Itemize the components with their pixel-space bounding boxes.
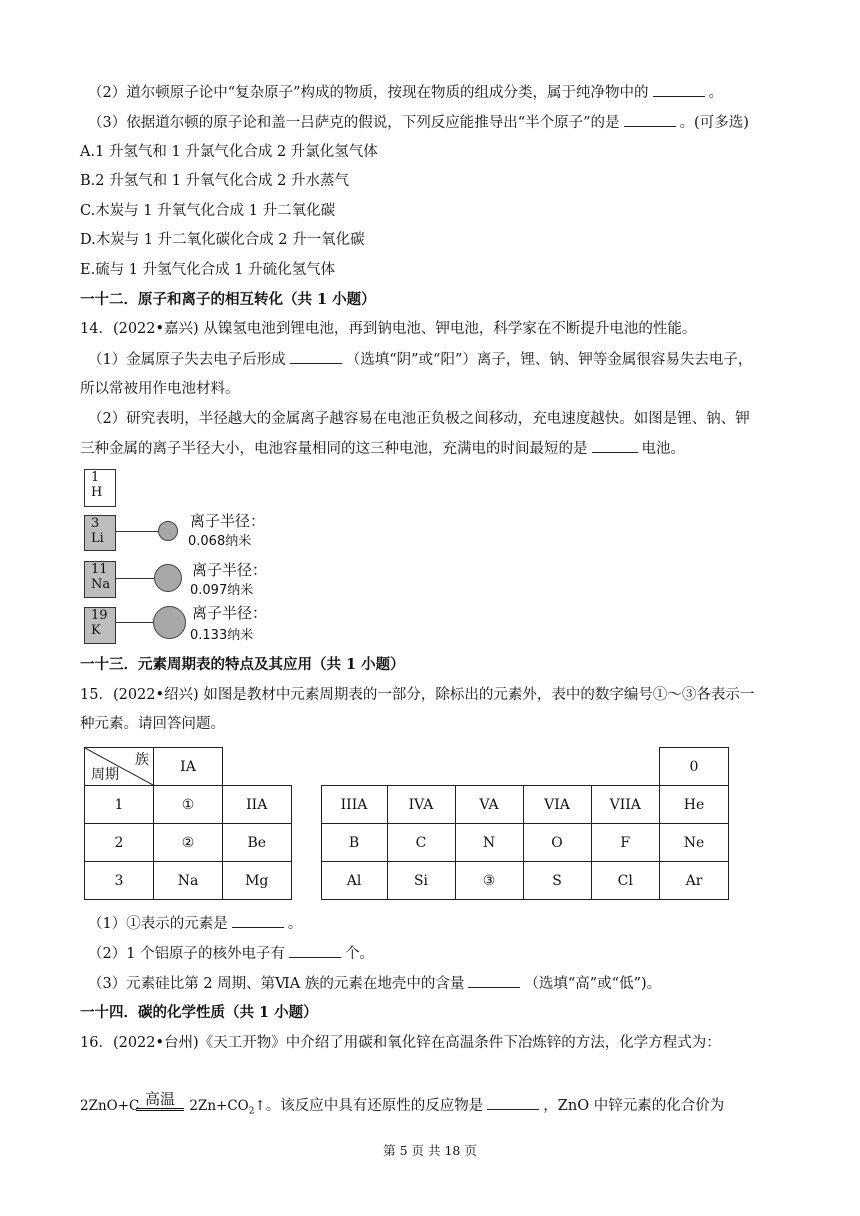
option-c: C.木炭与 1 升氧气化合成 1 升二氧化碳 <box>80 203 336 219</box>
answer-blank[interactable] <box>487 1095 539 1110</box>
connector-line <box>116 578 154 579</box>
element-symbol: Na <box>91 577 111 592</box>
corner-cell <box>85 748 154 786</box>
q14-part1-text: （1）金属原子失去电子后形成 <box>88 352 286 368</box>
table-header-row <box>85 748 729 786</box>
table-cell: Ar <box>660 862 729 900</box>
q16-text: 。该反应中具有还原性的反应物是 <box>265 1098 484 1114</box>
q13-part3-end: 。(可多选) <box>679 115 749 131</box>
answer-blank[interactable] <box>468 973 520 988</box>
table-cell: Be <box>223 824 292 862</box>
page-footer: 第 5 页 共 18 页 <box>383 1143 477 1158</box>
q15-stem-cont: 种元素。请回答问题。 <box>80 716 225 732</box>
table-cell: IIIA <box>321 786 387 824</box>
table-cell: Na <box>154 862 223 900</box>
q14-part2: （2）研究表明，半径越大的金属离子越容易在电池正负极之间移动，充电速度越快。如图是锂、钠、钾 <box>88 411 750 427</box>
table-row <box>85 824 729 862</box>
q14-part2-text: 三种金属的离子半径大小，电池容量相同的这三种电池，充满电的时间最短的是 <box>80 441 588 457</box>
table-cell: C <box>387 824 455 862</box>
table-cell: N <box>455 824 523 862</box>
table-cell: S <box>523 862 591 900</box>
empty-cell <box>291 862 321 900</box>
connector-line <box>116 622 153 623</box>
q15-part1-end: 。 <box>287 916 303 932</box>
connector-line <box>116 531 158 532</box>
q13-part3-text: （3）依据道尔顿的原子论和盖一吕萨克的假说，下列反应能推导出“半个原子”的是 <box>88 115 620 131</box>
table-cell: Si <box>387 862 455 900</box>
element-symbol: H <box>91 485 103 500</box>
ion-radius-label: 离子半径： <box>190 512 266 530</box>
chemical-equation <box>80 1094 724 1117</box>
element-number: 1 <box>91 470 100 485</box>
q16-text-cont: ，ZnO 中锌元素的化合价为 <box>543 1098 725 1114</box>
empty-cell <box>291 824 321 862</box>
section-heading-12: 一十二．原子和离子的相互转化（共 1 小题） <box>80 291 376 308</box>
q14-part2-end: 电池。 <box>641 441 685 457</box>
periodic-table <box>84 747 729 900</box>
table-row <box>85 786 729 824</box>
period-cell: 3 <box>85 862 154 900</box>
option-d: D.木炭与 1 升二氧化碳化合成 2 升一氧化碳 <box>80 232 365 248</box>
empty-cell <box>321 748 387 786</box>
period-cell: 2 <box>85 824 154 862</box>
q15-part3-text: （3）元素硅比第 2 周期、第ⅥA 族的元素在地壳中的含量 <box>88 976 465 992</box>
table-cell: Mg <box>223 862 292 900</box>
na-ion-circle <box>154 564 182 592</box>
table-cell: ① <box>154 786 223 824</box>
table-cell: Ne <box>660 824 729 862</box>
k-radius-value: 0.133纳米 <box>190 628 254 643</box>
section-heading-14: 一十四．碳的化学性质（共 1 小题） <box>80 1004 318 1021</box>
q13-part3 <box>88 112 749 133</box>
q13-part2-text: （2）道尔顿原子论中“复杂原子”构成的物质，按现在物质的组成分类，属于纯净物中的 <box>88 85 649 101</box>
empty-cell <box>223 748 292 786</box>
q13-part2-end: 。 <box>708 85 724 101</box>
table-cell: Al <box>321 862 387 900</box>
q15-part2-end: 个。 <box>345 946 375 962</box>
empty-cell <box>291 786 321 824</box>
element-symbol: Li <box>91 531 104 546</box>
answer-blank[interactable] <box>592 438 638 453</box>
table-cell: VIA <box>523 786 591 824</box>
table-cell: B <box>321 824 387 862</box>
q15-part1 <box>88 913 302 934</box>
section-heading-13: 一十三．元素周期表的特点及其应用（共 1 小题） <box>80 656 405 673</box>
period-cell: 1 <box>85 786 154 824</box>
equation-reactants: 2ZnO+C <box>80 1098 140 1114</box>
table-cell: IIA <box>223 786 292 824</box>
header-cell: IA <box>154 748 223 786</box>
element-symbol: K <box>91 623 101 638</box>
option-b: B.2 升氢气和 1 升氧气化合成 2 升水蒸气 <box>80 173 349 189</box>
element-cell-na <box>84 561 116 598</box>
option-a: A.1 升氢气和 1 升氯气化合成 2 升氯化氢气体 <box>80 144 378 160</box>
table-cell: ② <box>154 824 223 862</box>
subscript-2: 2 <box>248 1106 255 1117</box>
table-cell: IVA <box>387 786 455 824</box>
answer-blank[interactable] <box>653 82 705 97</box>
table-cell: Cl <box>591 862 660 900</box>
q14-part1-cont: 所以常被用作电池材料。 <box>80 381 240 397</box>
answer-blank[interactable] <box>290 349 342 364</box>
li-ion-circle <box>158 521 178 541</box>
element-cell-li <box>84 515 116 551</box>
q14-stem: 14．(2022•嘉兴) 从镍氢电池到锂电池，再到钠电池、钾电池，科学家在不断提升电池的性能。 <box>80 321 697 337</box>
q15-part3-end: （选填“高”或“低”)。 <box>524 976 662 992</box>
table-cell: F <box>591 824 660 862</box>
element-cell-k <box>84 607 116 644</box>
ion-radius-label: 离子半径： <box>192 561 268 579</box>
table-row <box>85 862 729 900</box>
empty-cell <box>523 748 591 786</box>
q15-part2-text: （2）1 个铝原子的核外电子有 <box>88 946 286 962</box>
equation-products: 2Zn+CO <box>189 1098 249 1114</box>
header-cell: 0 <box>660 748 729 786</box>
q14-part1 <box>88 349 752 370</box>
option-e: E.硫与 1 升氢气化合成 1 升硫化氢气体 <box>80 262 336 278</box>
q15-stem: 15．(2022•绍兴) 如图是教材中元素周期表的一部分，除标出的元素外，表中的数字编号①～③各表示一 <box>80 687 755 703</box>
element-number: 19 <box>91 608 108 623</box>
table-cell: ③ <box>455 862 523 900</box>
empty-cell <box>291 748 321 786</box>
na-radius-value: 0.097纳米 <box>190 583 254 598</box>
empty-cell <box>591 748 660 786</box>
element-cell-h <box>84 469 116 507</box>
corner-period-label: 周期 <box>91 767 119 783</box>
element-number: 11 <box>91 562 108 577</box>
q15-part2 <box>88 943 374 964</box>
q15-part1-text: （1）①表示的元素是 <box>88 916 228 932</box>
gas-arrow: ↑ <box>254 1098 266 1114</box>
q13-part2 <box>88 82 723 103</box>
answer-blank[interactable] <box>624 112 676 127</box>
q14-part1-rest: （选填“阴”或“阳”）离子，锂、钠、钾等金属很容易失去电子， <box>345 352 753 368</box>
answer-blank[interactable] <box>232 913 284 928</box>
k-ion-circle <box>153 606 186 639</box>
table-cell: He <box>660 786 729 824</box>
ion-radius-label: 离子半径： <box>192 604 268 622</box>
empty-cell <box>387 748 455 786</box>
answer-blank[interactable] <box>289 943 341 958</box>
reaction-condition: 高温 <box>144 1090 175 1108</box>
q15-part3 <box>88 973 661 994</box>
table-cell: VA <box>455 786 523 824</box>
li-radius-value: 0.068纳米 <box>188 534 252 549</box>
table-cell: VIIA <box>591 786 660 824</box>
corner-group-label: 族 <box>135 752 149 768</box>
q16-stem: 16．(2022•台州)《天工开物》中介绍了用碳和氧化锌在高温条件下冶炼锌的方法，化学方程式为： <box>80 1035 721 1051</box>
element-number: 3 <box>91 516 100 531</box>
q14-part2-cont <box>80 438 685 459</box>
table-cell: O <box>523 824 591 862</box>
empty-cell <box>455 748 523 786</box>
